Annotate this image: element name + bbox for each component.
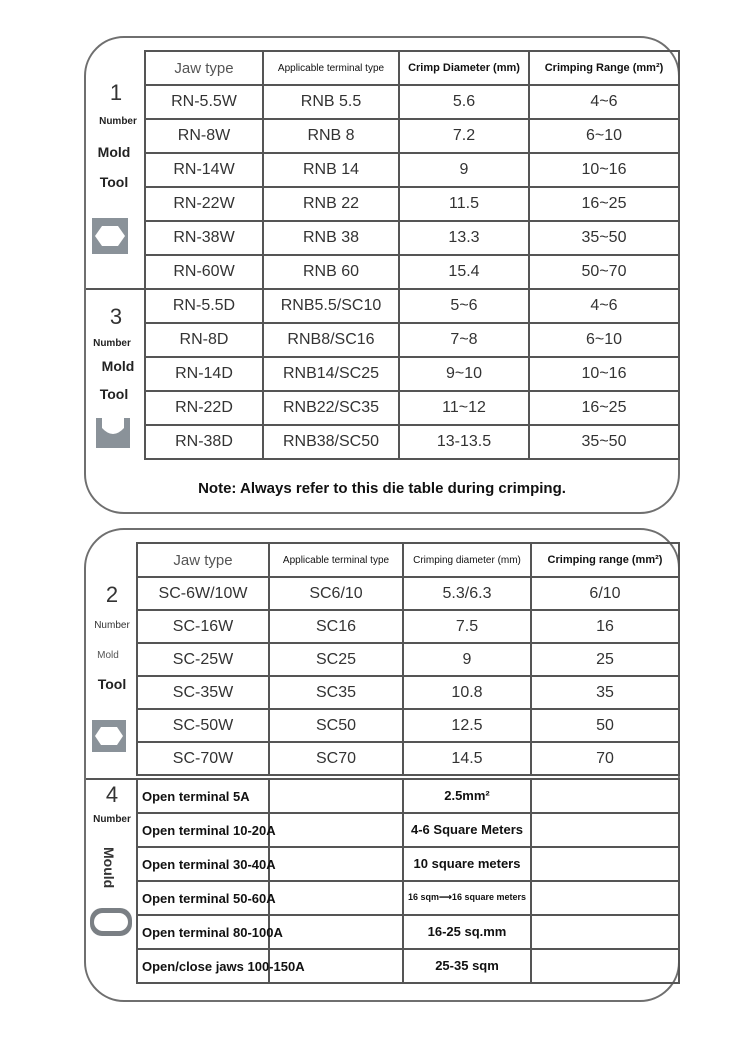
table-row: [145, 221, 679, 255]
header-terminal-type: Applicable terminal type: [269, 543, 403, 577]
crimp-diameter-cell: 16 sqm⟶16 square meters: [403, 881, 531, 915]
crimp-diameter-cell: 12.5: [403, 709, 531, 742]
terminal-type-cell: RNB 8: [263, 119, 399, 153]
jaw-type-cell: RN-38W: [145, 221, 263, 255]
table-row: [145, 425, 679, 459]
number-word: Number: [94, 620, 130, 631]
section-number: 4: [105, 782, 119, 807]
crimp-range-cell: [531, 847, 679, 881]
die-table-section-3: [144, 288, 680, 460]
crimp-diameter-cell: 7.2: [399, 119, 529, 153]
table-row: [145, 391, 679, 425]
terminal-type-cell: RNB8/SC16: [263, 323, 399, 357]
crimp-diameter-cell: 15.4: [399, 255, 529, 289]
table-row: [145, 85, 679, 119]
crimp-range-cell: 35~50: [529, 221, 679, 255]
crimp-range-cell: 25: [531, 643, 679, 676]
jaw-type-cell: RN-60W: [145, 255, 263, 289]
jaw-type-cell: RN-38D: [145, 425, 263, 459]
jaw-type-cell: SC-16W: [137, 610, 269, 643]
section-2-label: [82, 582, 142, 608]
terminal-type-cell: [269, 881, 403, 915]
terminal-type-cell: RNB5.5/SC10: [263, 289, 399, 323]
crimp-range-cell: [531, 915, 679, 949]
crimp-diameter-cell: 10 square meters: [403, 847, 531, 881]
crimp-range-cell: 10~16: [529, 357, 679, 391]
jaw-type-cell: Open terminal 30-40A: [137, 847, 269, 881]
jaw-type-cell: Open terminal 80-100A: [137, 915, 269, 949]
header-crimp-diameter: Crimping diameter (mm): [403, 543, 531, 577]
terminal-type-cell: [269, 847, 403, 881]
round-die-icon: [90, 908, 132, 936]
jaw-type-cell: Open terminal 50-60A: [137, 881, 269, 915]
crimp-diameter-cell: 2.5mm²: [403, 779, 531, 813]
section-number: 1: [109, 80, 123, 105]
crimp-range-cell: 16: [531, 610, 679, 643]
tool-word: Tool: [99, 386, 129, 402]
mold-word: Mold: [101, 358, 135, 374]
table-row: [137, 847, 679, 881]
crimp-range-cell: 50~70: [529, 255, 679, 289]
crimp-range-cell: 16~25: [529, 391, 679, 425]
crimp-range-cell: [531, 949, 679, 983]
jaw-type-cell: Open terminal 5A: [137, 779, 269, 813]
number-word: Number: [93, 814, 131, 825]
crimp-diameter-cell: 11~12: [399, 391, 529, 425]
jaw-type-cell: RN-22W: [145, 187, 263, 221]
crimp-diameter-cell: 7~8: [399, 323, 529, 357]
terminal-type-cell: RNB 5.5: [263, 85, 399, 119]
crimp-range-cell: 50: [531, 709, 679, 742]
jaw-type-cell: RN-8D: [145, 323, 263, 357]
crimp-range-cell: [531, 813, 679, 847]
header-terminal-type: Applicable terminal type: [263, 51, 399, 85]
terminal-type-cell: RNB 38: [263, 221, 399, 255]
crimp-diameter-cell: 9: [399, 153, 529, 187]
crimp-diameter-cell: 5.3/6.3: [403, 577, 531, 610]
table-row: [145, 289, 679, 323]
jaw-type-cell: RN-22D: [145, 391, 263, 425]
hexagon-die-icon: [92, 720, 126, 752]
crimp-range-cell: 10~16: [529, 153, 679, 187]
crimp-range-cell: [531, 779, 679, 813]
jaw-type-cell: RN-14D: [145, 357, 263, 391]
crimp-range-cell: 4~6: [529, 85, 679, 119]
die-table-section-1: [144, 50, 680, 290]
crimp-diameter-cell: 10.8: [403, 676, 531, 709]
table-header-row: [137, 543, 679, 577]
terminal-type-cell: SC16: [269, 610, 403, 643]
section-3-label: [86, 304, 146, 330]
crimp-range-cell: 35: [531, 676, 679, 709]
section-divider: [86, 288, 146, 290]
jaw-type-cell: RN-14W: [145, 153, 263, 187]
table-row: [145, 153, 679, 187]
crimp-range-cell: 6~10: [529, 119, 679, 153]
crimp-diameter-cell: 25-35 sqm: [403, 949, 531, 983]
section-divider: [86, 778, 138, 780]
terminal-type-cell: RNB38/SC50: [263, 425, 399, 459]
jaw-type-cell: SC-6W/10W: [137, 577, 269, 610]
header-jaw-type: Jaw type: [137, 543, 269, 577]
table-row: [145, 119, 679, 153]
header-jaw-type: Jaw type: [145, 51, 263, 85]
crimp-diameter-cell: 9: [403, 643, 531, 676]
tool-word: Tool: [97, 676, 127, 692]
crimp-diameter-cell: 11.5: [399, 187, 529, 221]
table-row: [137, 709, 679, 742]
section-1-label: [86, 80, 146, 106]
terminal-type-cell: SC50: [269, 709, 403, 742]
table-row: [137, 676, 679, 709]
header-crimp-diameter: Crimp Diameter (mm): [399, 51, 529, 85]
crimp-range-cell: 4~6: [529, 289, 679, 323]
terminal-type-cell: RNB 60: [263, 255, 399, 289]
terminal-type-cell: SC25: [269, 643, 403, 676]
terminal-type-cell: RNB 22: [263, 187, 399, 221]
jaw-type-cell: SC-25W: [137, 643, 269, 676]
jaw-type-cell: SC-35W: [137, 676, 269, 709]
crimp-diameter-cell: 13-13.5: [399, 425, 529, 459]
header-crimp-range: Crimping range (mm²): [531, 543, 679, 577]
number-word: Number: [99, 116, 137, 127]
die-table-card-a: [84, 36, 680, 514]
mould-word: Mould: [101, 847, 117, 889]
terminal-type-cell: RNB 14: [263, 153, 399, 187]
crimp-diameter-cell: 7.5: [403, 610, 531, 643]
jaw-type-cell: RN-5.5D: [145, 289, 263, 323]
mold-word: Mold: [97, 144, 131, 160]
u-die-icon: [96, 418, 130, 448]
table-row: [137, 643, 679, 676]
table-row: [137, 577, 679, 610]
crimp-diameter-cell: 13.3: [399, 221, 529, 255]
table-row: [137, 881, 679, 915]
crimp-range-cell: 35~50: [529, 425, 679, 459]
jaw-type-cell: Open terminal 10-20A: [137, 813, 269, 847]
crimping-note: Note: Always refer to this die table during crimping.: [198, 480, 566, 497]
terminal-type-cell: [269, 915, 403, 949]
crimp-diameter-cell: 9~10: [399, 357, 529, 391]
die-table-section-4: [136, 778, 680, 984]
crimp-range-cell: 6/10: [531, 577, 679, 610]
die-table-card-b: [84, 528, 680, 1002]
hexagon-die-icon: [92, 218, 128, 254]
table-row: [145, 357, 679, 391]
mold-word: Mold: [97, 650, 119, 661]
terminal-type-cell: RNB14/SC25: [263, 357, 399, 391]
table-header-row: [145, 51, 679, 85]
jaw-type-cell: SC-50W: [137, 709, 269, 742]
crimp-range-cell: 16~25: [529, 187, 679, 221]
terminal-type-cell: [269, 779, 403, 813]
crimp-diameter-cell: 4-6 Square Meters: [403, 813, 531, 847]
crimp-range-cell: 6~10: [529, 323, 679, 357]
tool-word: Tool: [99, 174, 129, 190]
table-row: [137, 779, 679, 813]
table-row: [137, 742, 679, 775]
table-row: [145, 187, 679, 221]
section-number: 3: [109, 304, 123, 329]
table-row: [137, 949, 679, 983]
terminal-type-cell: RNB22/SC35: [263, 391, 399, 425]
table-row: [145, 323, 679, 357]
table-row: [137, 813, 679, 847]
section-4-label: [82, 782, 142, 808]
crimp-diameter-cell: 5~6: [399, 289, 529, 323]
jaw-type-cell: RN-5.5W: [145, 85, 263, 119]
jaw-type-cell: Open/close jaws 100-150A: [137, 949, 269, 983]
jaw-type-cell: SC-70W: [137, 742, 269, 775]
terminal-type-cell: [269, 813, 403, 847]
terminal-type-cell: SC6/10: [269, 577, 403, 610]
header-crimp-range: Crimping Range (mm²): [529, 51, 679, 85]
jaw-type-cell: RN-8W: [145, 119, 263, 153]
crimp-diameter-cell: 5.6: [399, 85, 529, 119]
table-row: [137, 610, 679, 643]
crimp-diameter-cell: 16-25 sq.mm: [403, 915, 531, 949]
crimp-range-cell: [531, 881, 679, 915]
table-row: [137, 915, 679, 949]
terminal-type-cell: SC35: [269, 676, 403, 709]
section-number: 2: [105, 582, 119, 607]
crimp-diameter-cell: 14.5: [403, 742, 531, 775]
die-table-section-2: [136, 542, 680, 776]
number-word: Number: [93, 338, 131, 349]
terminal-type-cell: SC70: [269, 742, 403, 775]
table-row: [145, 255, 679, 289]
crimp-range-cell: 70: [531, 742, 679, 775]
